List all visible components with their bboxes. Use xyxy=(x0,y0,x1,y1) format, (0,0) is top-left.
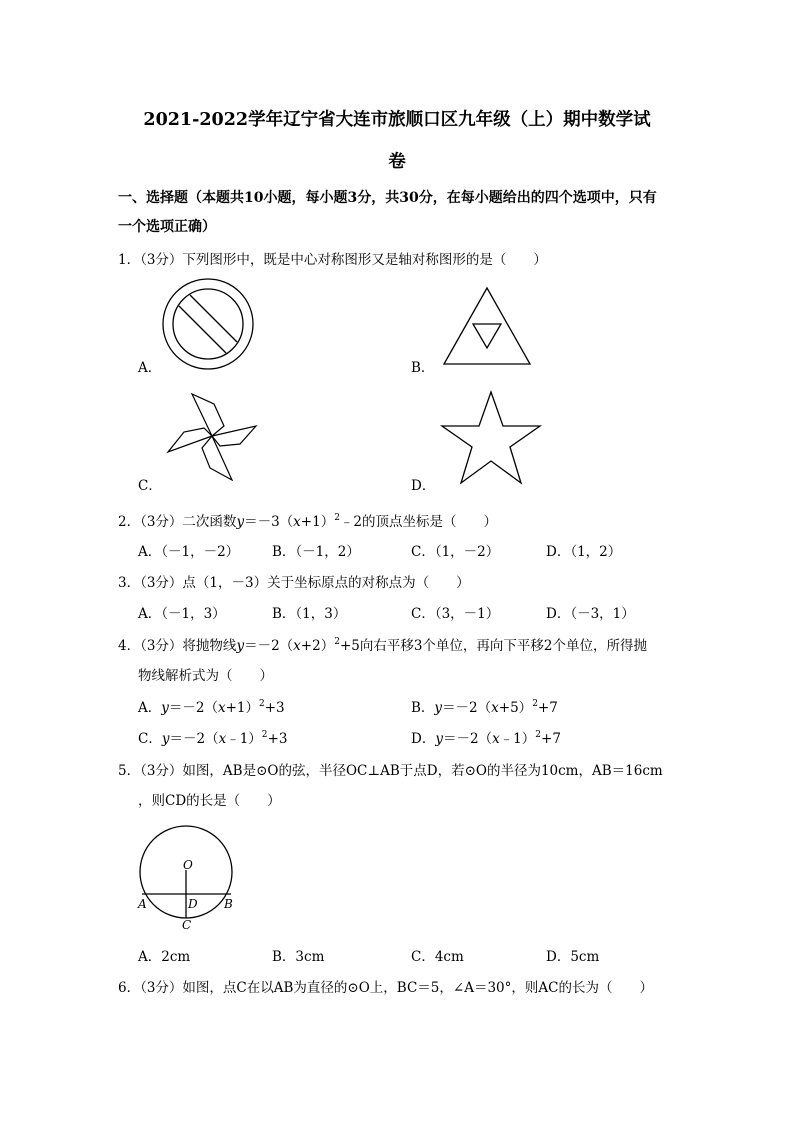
q5-option-a: A．2cm xyxy=(138,949,191,965)
question-4-text-continued: 物线解析式为（ ） xyxy=(138,668,273,684)
label-c: C xyxy=(182,918,192,932)
q1-option-a-label: A． xyxy=(138,360,162,376)
question-5-text-continued: ，则CD的长是（ ） xyxy=(138,793,281,809)
question-6-text: 6．（3分）如图，点C在以AB为直径的⊙O上，BC＝5，∠A＝30°，则AC的长为（ ） xyxy=(118,980,653,996)
q3-option-d: D．（－3，1） xyxy=(546,606,635,622)
q4-option-d: D．y＝－2（x﹣1）$^2$+7 xyxy=(411,730,561,747)
q4-option-b: B．$y=-2(x+5)^2+7$ xyxy=(411,699,558,716)
figure-prohibition-sign xyxy=(160,276,256,372)
q4-option-a: A．$y=-2(x+1)^2+3$ xyxy=(138,699,285,716)
q5-option-c: C．4cm xyxy=(411,949,464,965)
section-heading: 一、选择题（本题共10小题，每小题3分，共30分，在每小题给出的四个选项中，只有 xyxy=(118,190,657,206)
page-title-continued: 卷 xyxy=(388,152,406,172)
q5-option-d: D．5cm xyxy=(546,949,600,965)
q2-option-c: C．（1，－2） xyxy=(411,544,500,560)
q1-option-b-label: B． xyxy=(411,360,435,376)
question-1-text: 1．（3分）下列图形中，既是中心对称图形又是轴对称图形的是（ ） xyxy=(118,252,547,268)
q3-option-a: A．（－1，3） xyxy=(138,606,226,622)
question-2-text: 2．（3分）二次函数$y=-3(x+1)^2﹣2$的顶点坐标是（ ） xyxy=(118,513,498,530)
label-o: O xyxy=(183,858,193,872)
q1-option-d-label: D． xyxy=(411,478,436,494)
label-a: A xyxy=(138,897,147,911)
q2-option-b: B．（－1，2） xyxy=(272,544,360,560)
q2-option-a: A．（－1，－2） xyxy=(138,544,240,560)
section-heading-continued: 一个选项正确） xyxy=(118,219,216,235)
question-4-text: 4．（3分）将抛物线$y=-2(x+2)^2+5$向右平移3个单位，再向下平移2个单位，所得抛 xyxy=(118,637,648,654)
figure-pinwheel xyxy=(164,392,260,482)
q5-option-b: B．3cm xyxy=(272,949,325,965)
q3-option-c: C．（3，－1） xyxy=(411,606,500,622)
q4-option-c: C．y＝－2（x﹣1）$^2$+3 xyxy=(138,730,288,747)
q1-option-c-label: C． xyxy=(138,478,162,494)
page-title: 2021-2022学年辽宁省大连市旅顺口区九年级（上）期中数学试 xyxy=(143,110,651,130)
question-5-text: 5．（3分）如图，AB是⊙O的弦，半径OC⊥AB于点D，若⊙O的半径为10cm，AB＝16cm xyxy=(118,763,663,779)
figure-circle-chord xyxy=(134,824,244,934)
label-d: D xyxy=(188,897,198,911)
q3-option-b: B．（1，3） xyxy=(272,606,347,622)
figure-triangle-with-inverted-triangle xyxy=(442,286,532,366)
question-3-text: 3．（3分）点（1，－3）关于坐标原点的对称点为（ ） xyxy=(118,575,470,591)
figure-star xyxy=(440,390,542,486)
q2-option-d: D．（1，2） xyxy=(546,544,622,560)
label-b: B xyxy=(224,897,233,911)
